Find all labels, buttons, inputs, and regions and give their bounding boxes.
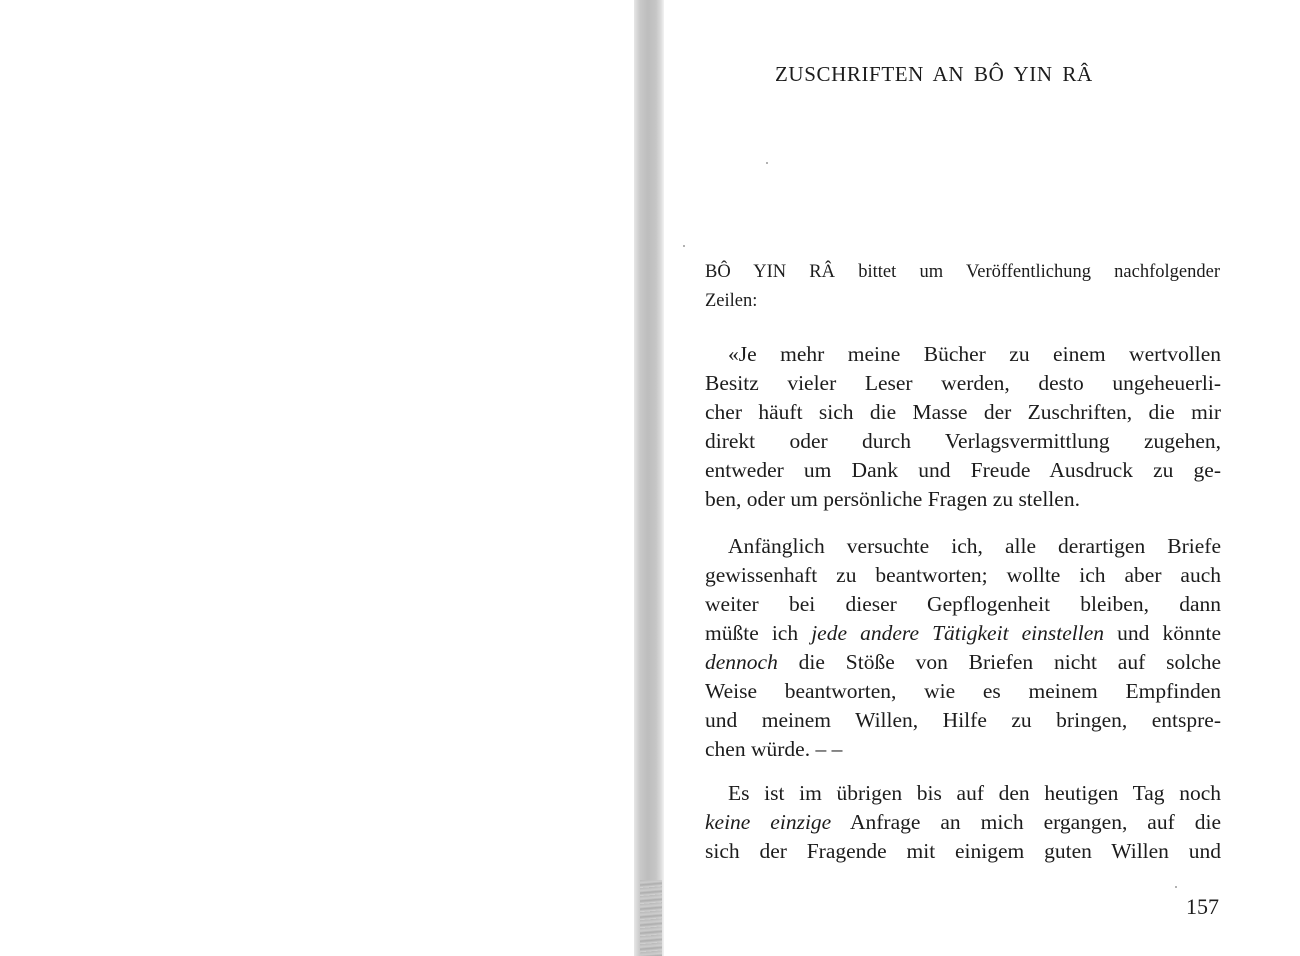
text-run: die Stöße von Briefen nicht auf solche <box>777 650 1221 674</box>
text-line: ben, oder um persönliche Fragen zu stellen. <box>705 487 1080 511</box>
text-line: direkt oder durch Verlagsvermittlung zugehen, <box>705 429 1221 453</box>
paragraph-1 <box>705 340 1221 514</box>
text-line: entweder um Dank und Freude Ausdruck zu ge- <box>705 458 1221 482</box>
page-number: 157 <box>1186 894 1219 919</box>
emphasis: keine einzige <box>705 810 832 834</box>
running-title: ZUSCHRIFTEN AN BÔ YIN RÂ <box>775 62 1093 86</box>
gutter-shadow <box>640 880 662 956</box>
intro-line: Zeilen: <box>705 291 758 311</box>
text-line <box>705 619 1221 648</box>
text-line: cher häuft sich die Masse der Zuschriften, die mir <box>705 400 1221 424</box>
text-line: «Je mehr meine Bücher zu einem wertvollen <box>728 342 1221 366</box>
text-line: Weise beantworten, wie es meinem Empfinden <box>705 679 1221 703</box>
text-line: Besitz vieler Leser werden, desto ungeheuerli- <box>705 371 1221 395</box>
text-run: Anfrage an mich ergangen, auf die <box>831 810 1221 834</box>
right-page <box>664 0 1300 956</box>
paper-speck <box>1175 886 1177 888</box>
text-run: müßte ich <box>705 621 812 645</box>
paper-speck <box>766 162 768 164</box>
book-gutter <box>634 0 664 956</box>
emphasis: dennoch <box>705 650 778 674</box>
text-line: und meinem Willen, Hilfe zu bringen, entspre- <box>705 708 1221 732</box>
text-line <box>705 648 1221 677</box>
left-blank-page <box>0 0 634 956</box>
text-line: Anfänglich versuchte ich, alle derartigen Briefe <box>728 534 1221 558</box>
text-line <box>705 808 1221 837</box>
text-line: sich der Fragende mit einigem guten Willen und <box>705 839 1221 863</box>
paper-speck <box>683 245 685 247</box>
intro-note <box>705 258 1220 316</box>
paragraph-3 <box>705 779 1221 866</box>
text-line: chen würde. – – <box>705 737 843 761</box>
emphasis: jede andere Tätigkeit einstellen <box>811 621 1105 645</box>
paragraph-2 <box>705 532 1221 764</box>
text-line: Es ist im übrigen bis auf den heutigen Tag noch <box>728 781 1221 805</box>
text-run: und könnte <box>1104 621 1221 645</box>
intro-line: BÔ YIN RÂ bittet um Veröffentlichung nachfolgender <box>705 262 1220 282</box>
text-line: gewissenhaft zu beantworten; wollte ich aber auch <box>705 563 1221 587</box>
text-line: weiter bei dieser Gepflogenheit bleiben, dann <box>705 592 1221 616</box>
